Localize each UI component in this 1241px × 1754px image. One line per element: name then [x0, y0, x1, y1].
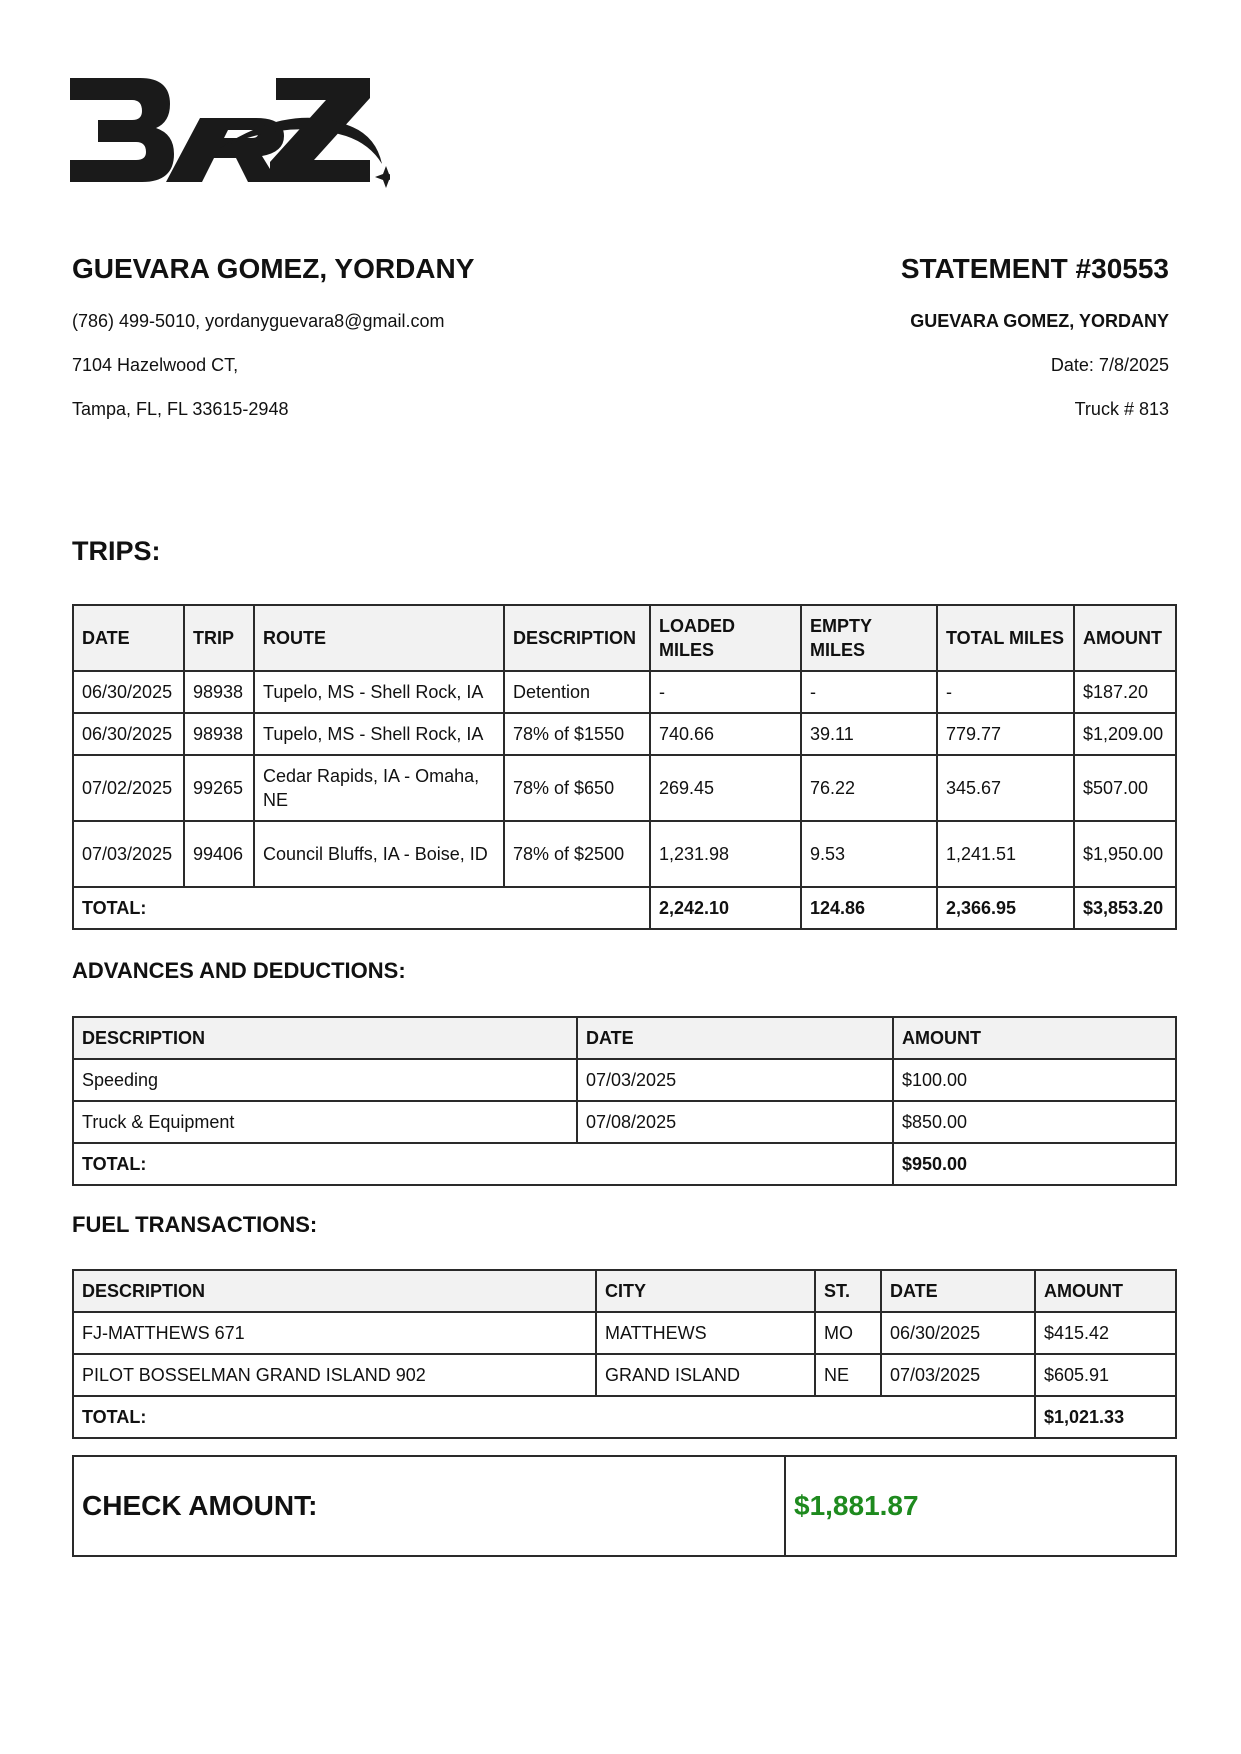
trip-amount: $1,950.00	[1074, 821, 1176, 887]
trip-date: 06/30/2025	[73, 713, 184, 755]
trip-number: 98938	[184, 671, 254, 713]
advances-header-description: DESCRIPTION	[73, 1017, 577, 1059]
trip-loaded-miles: -	[650, 671, 801, 713]
trips-total-row	[73, 887, 1176, 929]
trips-header-empty-miles: EMPTY MILES	[801, 605, 937, 671]
fuel-description: FJ-MATTHEWS 671	[73, 1312, 596, 1354]
trip-total-miles: 779.77	[937, 713, 1074, 755]
fuel-total-label: TOTAL:	[73, 1396, 1035, 1438]
fuel-date: 07/03/2025	[881, 1354, 1035, 1396]
advances-title: ADVANCES AND DEDUCTIONS:	[72, 958, 406, 983]
advance-date: 07/08/2025	[577, 1101, 893, 1143]
trips-table	[72, 604, 1177, 930]
fuel-header-state: ST.	[815, 1270, 881, 1312]
trip-total-miles: 1,241.51	[937, 821, 1074, 887]
trip-amount: $1,209.00	[1074, 713, 1176, 755]
fuel-header-city: CITY	[596, 1270, 815, 1312]
fuel-date: 06/30/2025	[881, 1312, 1035, 1354]
table-row	[73, 671, 1176, 713]
advances-total-amount: $950.00	[893, 1143, 1176, 1185]
advance-description: Truck & Equipment	[73, 1101, 577, 1143]
driver-contact: (786) 499-5010, yordanyguevara8@gmail.com	[72, 311, 445, 331]
advances-header-amount: AMOUNT	[893, 1017, 1176, 1059]
advance-amount: $850.00	[893, 1101, 1176, 1143]
table-row	[73, 1312, 1176, 1354]
trip-route: Cedar Rapids, IA - Omaha, NE	[254, 755, 504, 821]
fuel-total-row	[73, 1396, 1176, 1438]
driver-address-line2: Tampa, FL, FL 33615-2948	[72, 399, 289, 419]
fuel-header-row	[73, 1270, 1176, 1312]
brz-logo	[70, 78, 390, 198]
trip-description: Detention	[504, 671, 650, 713]
trip-amount: $507.00	[1074, 755, 1176, 821]
fuel-city: GRAND ISLAND	[596, 1354, 815, 1396]
advance-description: Speeding	[73, 1059, 577, 1101]
trip-empty-miles: 76.22	[801, 755, 937, 821]
fuel-state: MO	[815, 1312, 881, 1354]
advances-header-date: DATE	[577, 1017, 893, 1059]
driver-address-line1: 7104 Hazelwood CT,	[72, 355, 239, 375]
trip-date: 06/30/2025	[73, 671, 184, 713]
trip-route: Tupelo, MS - Shell Rock, IA	[254, 713, 504, 755]
trip-date: 07/03/2025	[73, 821, 184, 887]
fuel-header-date: DATE	[881, 1270, 1035, 1312]
trip-loaded-miles: 1,231.98	[650, 821, 801, 887]
advances-table	[72, 1016, 1177, 1186]
fuel-city: MATTHEWS	[596, 1312, 815, 1354]
trip-description: 78% of $650	[504, 755, 650, 821]
trips-header-total-miles: TOTAL MILES	[937, 605, 1074, 671]
table-row	[73, 821, 1176, 887]
trip-empty-miles: 39.11	[801, 713, 937, 755]
advance-amount: $100.00	[893, 1059, 1176, 1101]
fuel-amount: $605.91	[1035, 1354, 1176, 1396]
statement-name: GUEVARA GOMEZ, YORDANY	[910, 311, 1169, 331]
trip-total-miles: -	[937, 671, 1074, 713]
trip-loaded-miles: 269.45	[650, 755, 801, 821]
table-row	[73, 713, 1176, 755]
trip-number: 99265	[184, 755, 254, 821]
trip-empty-miles: 9.53	[801, 821, 937, 887]
fuel-description: PILOT BOSSELMAN GRAND ISLAND 902	[73, 1354, 596, 1396]
driver-name: GUEVARA GOMEZ, YORDANY	[72, 253, 475, 284]
statement-info	[609, 252, 1169, 442]
trips-header-description: DESCRIPTION	[504, 605, 650, 671]
trip-loaded-miles: 740.66	[650, 713, 801, 755]
trips-header-date: DATE	[73, 605, 184, 671]
trips-title: TRIPS:	[72, 536, 161, 566]
trip-total-miles: 345.67	[937, 755, 1074, 821]
statement-truck: Truck # 813	[1074, 399, 1169, 419]
trip-description: 78% of $2500	[504, 821, 650, 887]
trips-header-row	[73, 605, 1176, 671]
check-amount-label: CHECK AMOUNT:	[73, 1456, 785, 1556]
advance-date: 07/03/2025	[577, 1059, 893, 1101]
fuel-state: NE	[815, 1354, 881, 1396]
statement-title: STATEMENT #30553	[900, 253, 1169, 284]
trips-header-amount: AMOUNT	[1074, 605, 1176, 671]
trip-number: 99406	[184, 821, 254, 887]
check-amount-value: $1,881.87	[785, 1456, 1176, 1556]
fuel-title: FUEL TRANSACTIONS:	[72, 1212, 318, 1237]
trips-total-label: TOTAL:	[73, 887, 650, 929]
fuel-header-description: DESCRIPTION	[73, 1270, 596, 1312]
advances-total-label: TOTAL:	[73, 1143, 893, 1185]
table-row	[73, 1354, 1176, 1396]
fuel-table	[72, 1269, 1177, 1439]
trips-total-miles: 2,366.95	[937, 887, 1074, 929]
check-amount-row	[73, 1456, 1176, 1556]
fuel-header-amount: AMOUNT	[1035, 1270, 1176, 1312]
trip-amount: $187.20	[1074, 671, 1176, 713]
advances-total-row	[73, 1143, 1176, 1185]
trip-route: Tupelo, MS - Shell Rock, IA	[254, 671, 504, 713]
trip-empty-miles: -	[801, 671, 937, 713]
trips-total-loaded: 2,242.10	[650, 887, 801, 929]
table-row	[73, 1059, 1176, 1101]
check-amount-box	[72, 1455, 1177, 1557]
trip-route: Council Bluffs, IA - Boise, ID	[254, 821, 504, 887]
advances-header-row	[73, 1017, 1176, 1059]
trips-header-trip: TRIP	[184, 605, 254, 671]
fuel-amount: $415.42	[1035, 1312, 1176, 1354]
fuel-total-amount: $1,021.33	[1035, 1396, 1176, 1438]
driver-info	[72, 252, 632, 442]
trip-number: 98938	[184, 713, 254, 755]
trip-date: 07/02/2025	[73, 755, 184, 821]
table-row	[73, 755, 1176, 821]
trips-header-loaded-miles: LOADED MILES	[650, 605, 801, 671]
trips-total-amount: $3,853.20	[1074, 887, 1176, 929]
trip-description: 78% of $1550	[504, 713, 650, 755]
statement-date: Date: 7/8/2025	[1050, 355, 1169, 375]
table-row	[73, 1101, 1176, 1143]
trips-header-route: ROUTE	[254, 605, 504, 671]
trips-total-empty: 124.86	[801, 887, 937, 929]
